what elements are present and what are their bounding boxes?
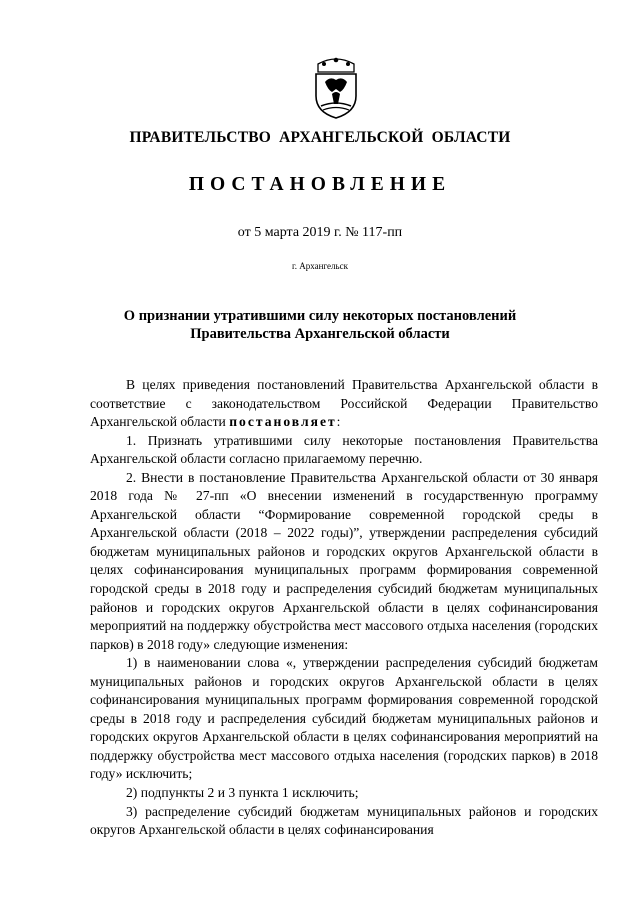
document-subject <box>0 307 640 343</box>
item-1: 1. Признать утратившими силу некоторые постановления Правительства Архангельской области согласно прилагаемому перечню. <box>90 432 598 467</box>
subject-line-2: Правительства Архангельской области <box>190 326 450 342</box>
item-2: 2. Внести в постановление Правительства Архангельской области от 30 января 2018 года № 27-пп «О внесении изменений в государственную программу Архангельской области “Формирование современной городской среды в Архангельской области (2018 – 2022 годы)”, утверждении распределения субсидий бюджетам муниципальных районов и городских округов Архангельской области в целях софинансирования муниципальных программ формирования современной городской среды в 2018 году и распределения субсидий бюджетам муниципальных районов и городских округов Архангельской области в целях софинансирования мероприятий на поддержку обустройства мест массового отдыха населения (городских парков) в 2018 году» следующие изменения: <box>90 469 598 652</box>
intro-text: В целях приведения постановлений Правительства Архангельской области в соответствие с законодательством Российской Федерации Правительство Архангельской области <box>90 377 598 430</box>
document-type-title: ПОСТАНОВЛЕНИЕ <box>188 174 452 195</box>
subitem-1: 1) в наименовании слова «, утверждении распределения субсидий бюджетам муниципальных районов и городских округов Архангельской области в целях софинансирования муниципальных программ формирования современной городской среды в 2018 году и распределения субсидий бюджетам муниципальных районов и городских округов Архангельской области в целях софинансирования мероприятий на поддержку обустройства мест массового отдыха населения (городских парков) в 2018 году» исключить; <box>90 655 598 782</box>
organization-name: ПРАВИТЕЛЬСТВО АРХАНГЕЛЬСКОЙ ОБЛАСТИ <box>129 129 511 146</box>
document-body <box>90 376 598 840</box>
subitem-2: 2) подпункты 2 и 3 пункта 1 исключить; <box>126 785 359 801</box>
subject-line-1: О признании утратившими силу некоторых постановлений <box>123 308 517 324</box>
coat-of-arms-icon <box>310 56 362 120</box>
resolves-verb: постановляет <box>229 414 337 430</box>
intro-colon: : <box>336 414 341 430</box>
city: г. Архангельск <box>292 261 348 271</box>
subitem-3: 3) распределение субсидий бюджетам муниципальных районов и городских округов Архангельской области в целях софинансирования <box>90 803 598 838</box>
date-and-number: от 5 марта 2019 г. № 117-пп <box>237 225 403 240</box>
intro-paragraph <box>90 376 598 432</box>
